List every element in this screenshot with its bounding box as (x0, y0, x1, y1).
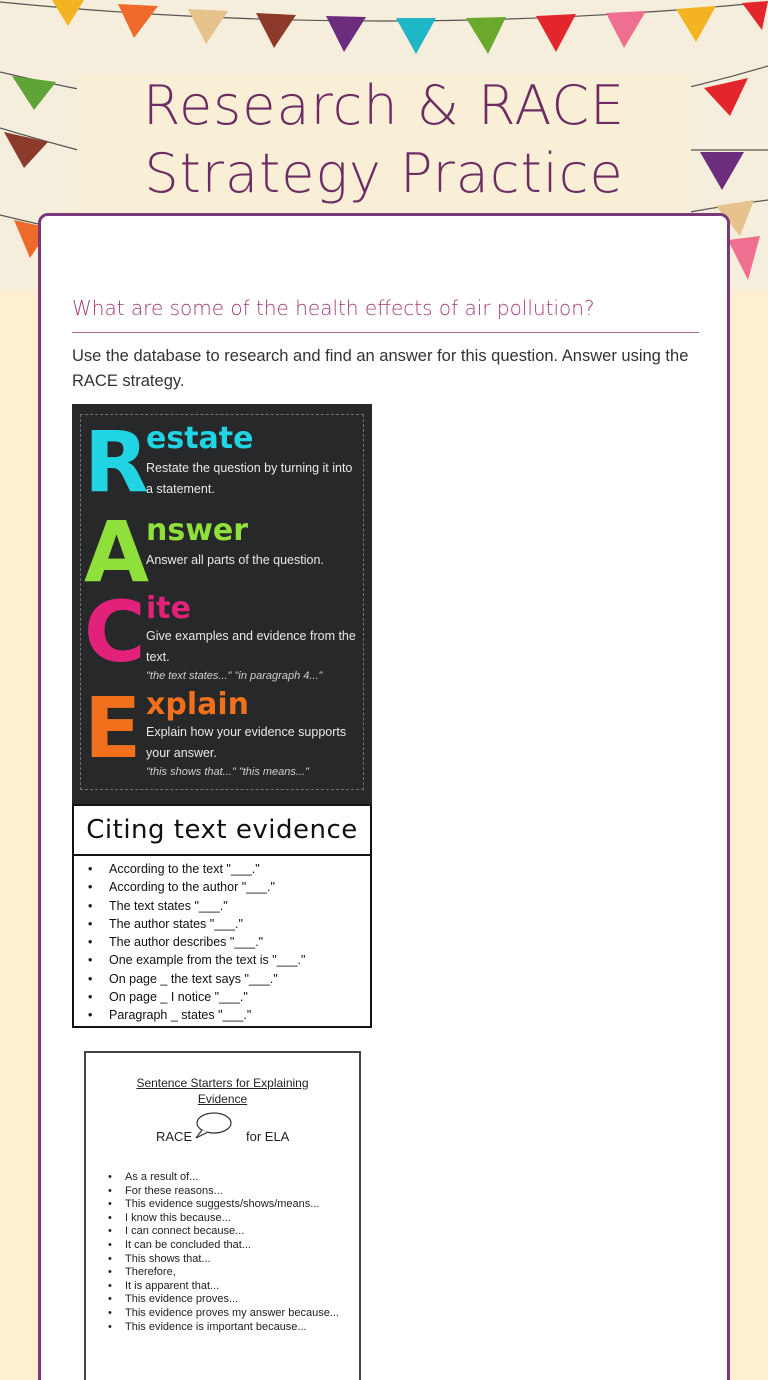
race-letter-e: E (84, 679, 142, 777)
list-item: • This evidence suggests/shows/means... (108, 1198, 348, 1212)
starters-title-line2: Evidence (197, 1092, 248, 1106)
race-letter-a: A (84, 503, 150, 601)
sentence-starters-image (84, 1051, 361, 1380)
race-poster-image (72, 404, 372, 804)
race-word-explain: xplain (146, 687, 249, 722)
list-item: • According to the text "___." (88, 860, 370, 878)
page-title: Research & RACE Strategy Practice (142, 74, 626, 205)
race-desc-explain: Explain how your evidence supports your answer. (146, 725, 347, 760)
citing-title: Citing text evidence (74, 806, 370, 856)
list-item: • It can be concluded that... (108, 1239, 348, 1253)
list-item: • For these reasons... (108, 1185, 348, 1199)
list-item: • According to the author "___." (88, 878, 370, 896)
citing-text-evidence-image (72, 804, 372, 1028)
list-item: • The text states "___." (88, 897, 370, 915)
list-item: • This shows that... (108, 1253, 348, 1267)
starters-title (86, 1075, 359, 1107)
question-heading: What are some of the health effects of air pollution? (72, 296, 595, 320)
speech-bubble-icon (194, 1111, 234, 1141)
race-word-cite: ite (146, 591, 191, 626)
for-ela-label: for ELA (246, 1129, 290, 1144)
list-item: • This evidence proves my answer because... (108, 1307, 348, 1321)
race-quote-cite: "the text states..." "in paragraph 4..." (146, 670, 323, 682)
question-instructions: Use the database to research and find an answer for this question. Answer using the RACE strategy. (72, 347, 689, 390)
race-letter-r: R (84, 413, 149, 511)
starters-list (108, 1171, 348, 1334)
race-word-restate: estate (146, 421, 254, 456)
list-item: • I know this because... (108, 1212, 348, 1226)
race-desc-answer: Answer all parts of the question. (146, 553, 324, 567)
list-item: • This evidence is important because... (108, 1321, 348, 1335)
citing-list (74, 856, 370, 1025)
list-item: • One example from the text is "___." (88, 951, 370, 969)
list-item: • On page _ I notice "___." (88, 988, 370, 1006)
race-label: RACE (156, 1129, 193, 1144)
race-desc-restate: Restate the question by turning it into a statement. (146, 461, 353, 496)
list-item: • This evidence proves... (108, 1293, 348, 1307)
list-item: • The author describes "___." (88, 933, 370, 951)
list-item: • On page _ the text says "___." (88, 970, 370, 988)
list-item: • Paragraph _ states "___." (88, 1006, 370, 1024)
list-item: • The author states "___." (88, 915, 370, 933)
question-divider (72, 332, 699, 333)
race-quote-explain: "this shows that..." "this means..." (146, 766, 309, 778)
worksheet-card (38, 213, 730, 1380)
race-desc-cite: Give examples and evidence from the text. (146, 629, 356, 664)
race-letter-c: C (84, 583, 146, 681)
list-item: • I can connect because... (108, 1225, 348, 1239)
list-item: • As a result of... (108, 1171, 348, 1185)
race-word-answer: nswer (146, 513, 249, 548)
list-item: • Therefore, (108, 1266, 348, 1280)
list-item: • It is apparent that... (108, 1280, 348, 1294)
starters-title-line1: Sentence Starters for Explaining (136, 1076, 309, 1090)
